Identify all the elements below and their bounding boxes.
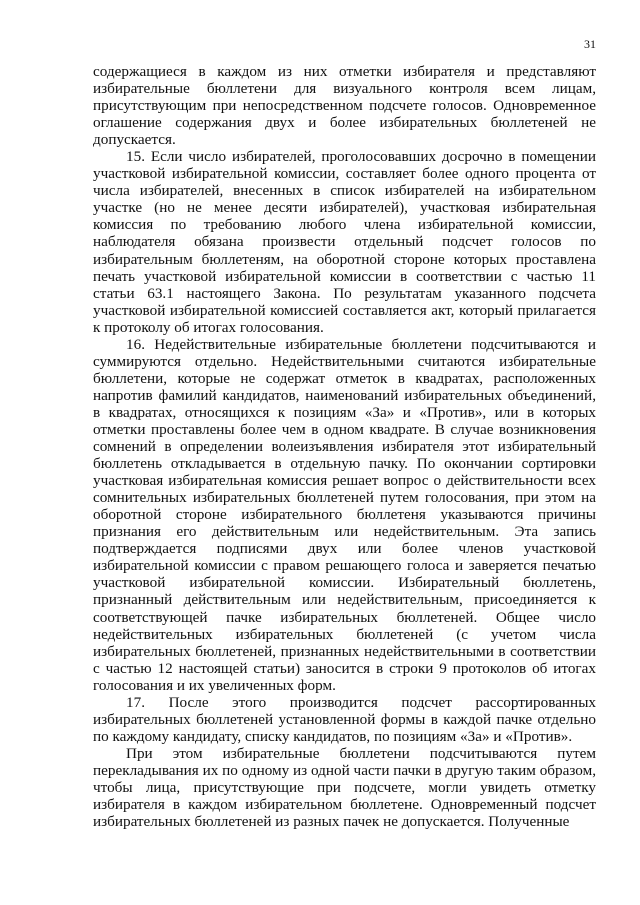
paragraph-16: 16. Недействительные избирательные бюллетени подсчитываются и суммируются отдельно. Недействительными считаются избирательные бюллетени, которые не содержат отметок в квадратах, расположенных напротив фамилий кандидатов, наименований избирательных объединений, в квадратах, относящихся к позициям «За» и «Против», или в которых отметки проставлены более чем в одном квадрате. В случае возникновения сомнений в определении волеизъявления избирателя этот избирательный бюллетень откладывается в отдельную пачку. По окончании сортировки участковая избирательная комиссия решает вопрос о действительности всех сомнительных избирательных бюллетеней путем голосования, при этом на оборотной стороне избирательного бюллетеня указываются причины признания его действительным или недействительным. Эта запись подтверждается подписями двух или более членов участковой избирательной комиссии с правом решающего голоса и заверяется печатью участковой избирательной комиссии. Избирательный бюллетень, признанный действительным или недействительным, присоединяется к соответствующей пачке избирательных бюллетеней. Общее число недействительных избирательных бюллетеней (с учетом числа избирательных бюллетеней, признанных недействительными в соответствии с частью 12 настоящей статьи) заносится в строки 9 протоколов об итогах голосования и их увеличенных форм. bbox=[93, 335, 596, 694]
paragraph-17-counting: При этом избирательные бюллетени подсчитываются путем перекладывания их по одному из одной части пачки в другую таким образом, чтобы лица, присутствующие при подсчете, могли увидеть отметку избирателя в каждом избирательном бюллетене. Одновременный подсчет избирательных бюллетеней из разных пачек не допускается. Полученные bbox=[93, 744, 596, 831]
paragraph-continuation: содержащиеся в каждом из них отметки избирателя и представляют избирательные бюллетени для визуального контроля всем лицам, присутствующим при непосредственном подсчете голосов. Одновременное оглашение содержания двух и более избирательных бюллетеней не допускается. bbox=[93, 63, 596, 149]
page-number: 31 bbox=[584, 37, 596, 51]
document-body bbox=[93, 63, 596, 830]
paragraph-15: 15. Если число избирателей, проголосовавших досрочно в помещении участковой избирательной комиссии, составляет более одного процента от числа избирателей, внесенных в список избирателей на избирательном участке (но не менее десяти избирателей), участковая избирательная комиссия по требованию любого члена избирательной комиссии, наблюдателя обязана произвести отдельный подсчет голосов по избирательным бюллетеням, на оборотной стороне которых проставлена печать участковой избирательной комиссии в соответствии с частью 11 статьи 63.1 настоящего Закона. По результатам указанного подсчета участковой избирательной комиссией составляется акт, который прилагается к протоколу об итогах голосования. bbox=[93, 148, 596, 336]
paragraph-17: 17. После этого производится подсчет рассортированных избирательных бюллетеней установленной формы в каждой пачке отдельно по каждому кандидату, списку кандидатов, по позициям «За» и «Против». bbox=[93, 693, 596, 745]
